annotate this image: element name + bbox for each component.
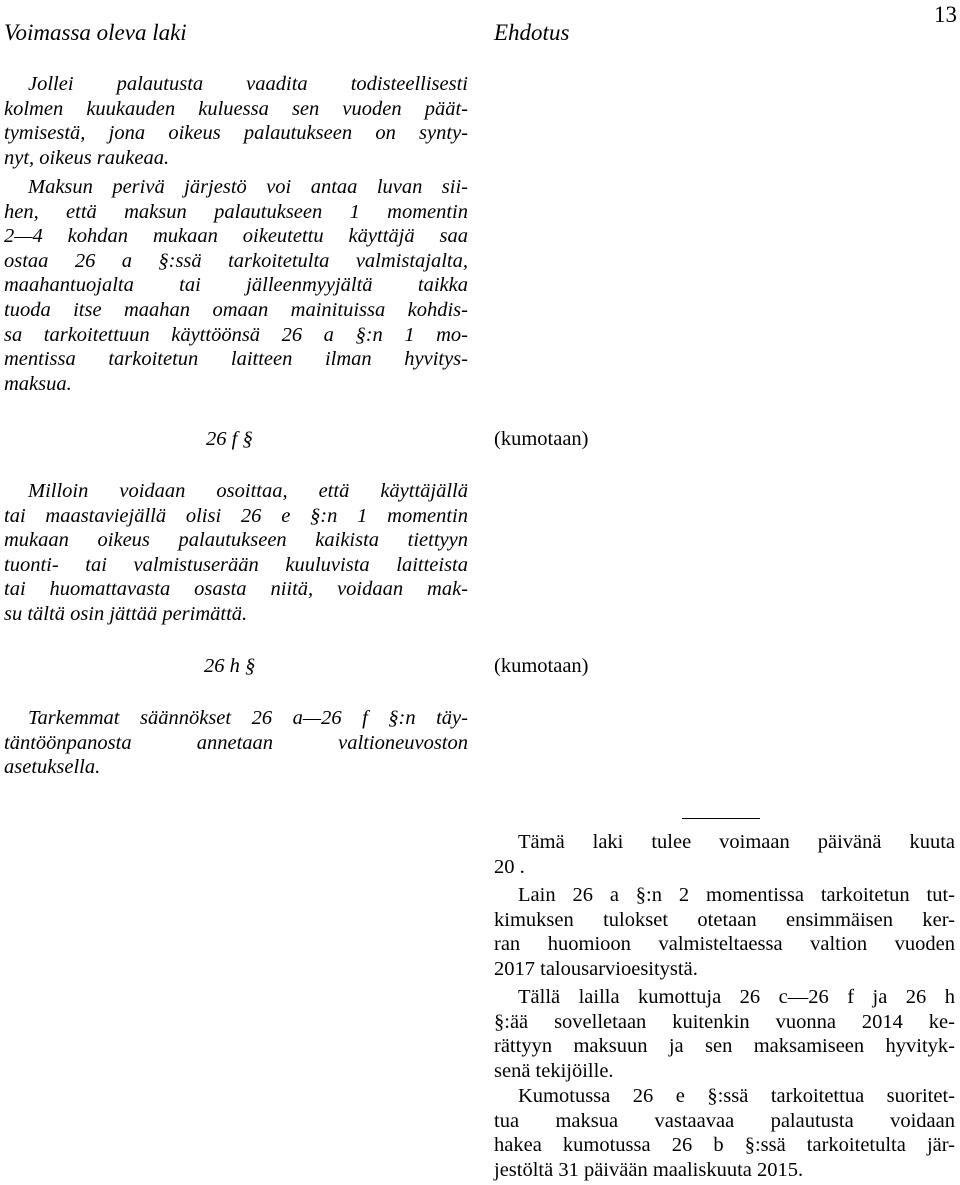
text-line: jestöltä 31 päivään maaliskuuta 2015. — [494, 1158, 804, 1181]
text-line: tymisestä, jona oikeus palautukseen on synty- — [4, 122, 468, 145]
text-line: 20 . — [494, 855, 525, 878]
text-line: senä tekijöille. — [494, 1059, 614, 1082]
text-line: tai huomattavasta osasta niitä, voidaan mak- — [4, 578, 468, 601]
text-line: kolmen kuukauden kuluessa sen vuoden päät- — [4, 97, 468, 120]
repealed-26h: (kumotaan) — [494, 655, 589, 677]
text-line: hakea kumotussa 26 b §:ssä tarkoitetulta jär- — [494, 1134, 955, 1157]
text-line: maksua. — [4, 372, 72, 395]
paragraph-refund-deadline — [4, 72, 468, 170]
text-line: su tältä osin jättää perimättä. — [4, 602, 248, 625]
text-line: Tämä laki tulee voimaan päivänä kuuta — [518, 831, 955, 853]
text-line: tuonti- tai valmistuserään kuuluvista laitteista — [4, 553, 468, 576]
text-line: maahantuojalta tai jälleenmyyjältä taikka — [4, 274, 468, 297]
text-line: mentissa tarkoitetun laitteen ilman hyvitys- — [4, 348, 468, 371]
text-line: mukaan oikeus palautukseen kaikista tiettyyn — [4, 529, 468, 552]
page-number: 13 — [934, 2, 957, 27]
text-line: Lain 26 a §:n 2 momentissa tarkoitetun tut- — [518, 884, 955, 906]
text-line: tai maastaviejällä olisi 26 e §:n 1 momentin — [4, 504, 468, 527]
text-line: tua maksua vastaavaa palautusta voidaan — [494, 1109, 955, 1132]
paragraph-research-results — [494, 883, 955, 981]
text-line: hen, että maksun palautukseen 1 momentin — [4, 200, 468, 223]
left-column-header: Voimassa oleva laki — [4, 20, 187, 45]
paragraph-purchase-permission — [4, 175, 468, 396]
text-line: sa tarkoitettuun käyttöönsä 26 a §:n 1 mo- — [4, 323, 468, 346]
paragraph-entry-into-force — [494, 830, 955, 879]
section-heading-26f: 26 f § — [206, 428, 253, 450]
text-line: kimuksen tulokset otetaan ensimmäisen ker- — [494, 908, 955, 931]
text-line: Maksun perivä järjestö voi antaa luvan sii- — [28, 176, 468, 198]
text-line: nyt, oikeus raukeaa. — [4, 146, 170, 169]
repealed-26f: (kumotaan) — [494, 428, 589, 450]
text-line: Tarkemmat säännökset 26 a—26 f §:n täy- — [28, 707, 468, 729]
text-line: asetuksella. — [4, 756, 101, 779]
text-line: rättyyn maksuun ja sen maksamiseen hyvityk- — [494, 1035, 955, 1058]
paragraph-waiver — [4, 479, 468, 627]
paragraph-refund-claim — [494, 1084, 955, 1182]
text-line: tuoda itse maahan omaan mainituissa kohdis- — [4, 298, 468, 321]
text-line: Kumotussa 26 e §:ssä tarkoitettua suoritet- — [518, 1085, 955, 1107]
separator-rule — [682, 818, 760, 819]
text-line: §:ää sovelletaan kuitenkin vuonna 2014 ke- — [494, 1010, 955, 1033]
text-line: 2017 talousarvioesitystä. — [494, 957, 698, 980]
right-column-header: Ehdotus — [494, 20, 570, 45]
text-line: 2—4 kohdan mukaan oikeutettu käyttäjä saa — [4, 225, 468, 248]
text-line: Jollei palautusta vaadita todisteellisesti — [28, 73, 468, 95]
paragraph-repealed-application — [494, 985, 955, 1083]
section-heading-26h: 26 h § — [204, 655, 256, 677]
text-line: Tällä lailla kumottuja 26 c—26 f ja 26 h — [518, 986, 955, 1008]
paragraph-decree — [4, 706, 468, 780]
text-line: täntöönpanosta annetaan valtioneuvoston — [4, 731, 468, 754]
text-line: ran huomioon valmisteltaessa valtion vuoden — [494, 933, 955, 956]
text-line: Milloin voidaan osoittaa, että käyttäjällä — [28, 480, 468, 502]
text-line: ostaa 26 a §:ssä tarkoitetulta valmistajalta, — [4, 249, 468, 272]
